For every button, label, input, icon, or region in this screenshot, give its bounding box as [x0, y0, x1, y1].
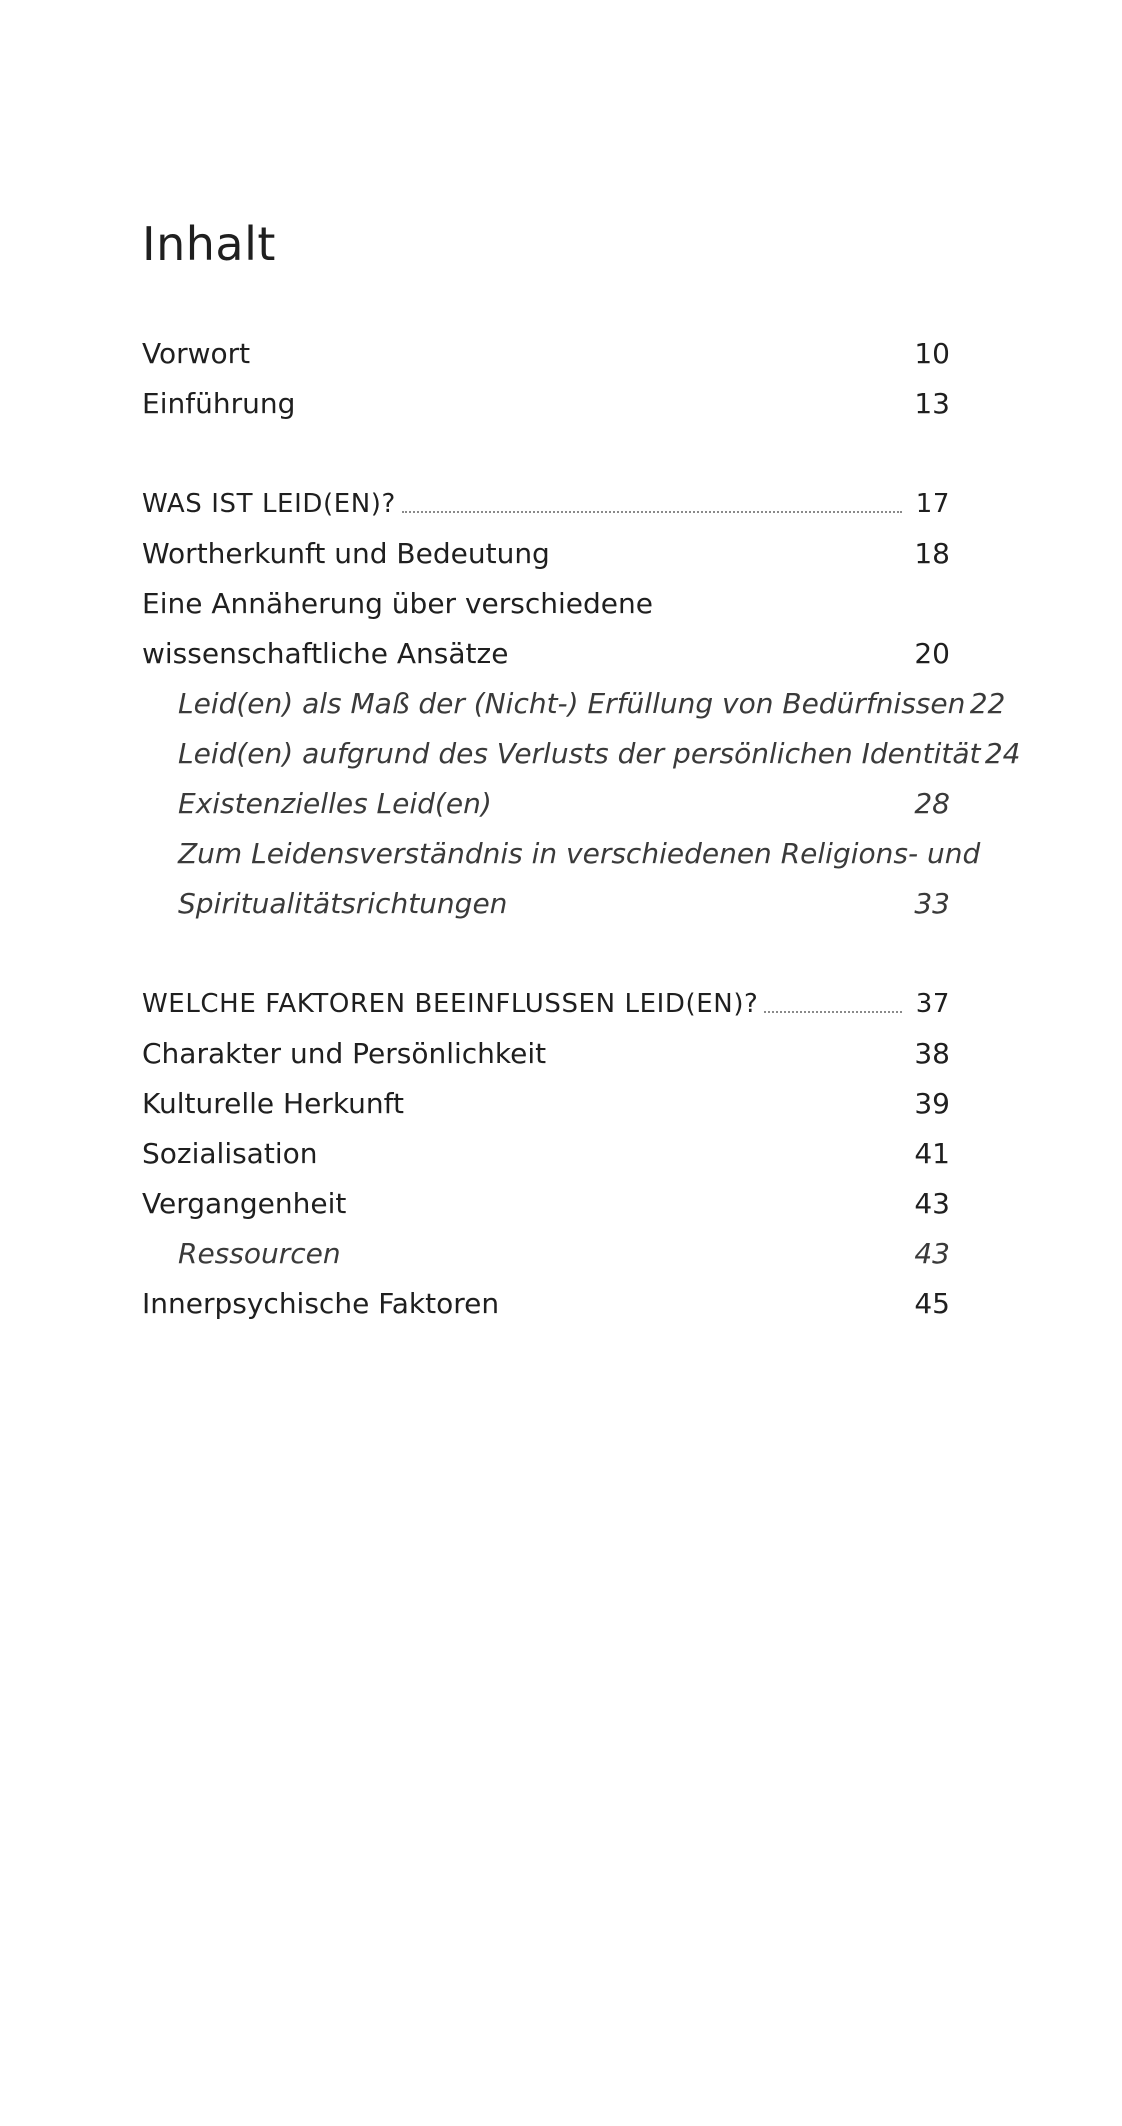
- toc-subentry-religion-line1[interactable]: [142, 829, 981, 879]
- toc-entry-label: wissenschaftliche Ansätze: [142, 637, 509, 670]
- toc-subentry-label: Zum Leidensverständnis in verschiedenen Religions- und: [178, 837, 981, 870]
- toc-entry-page: 45: [914, 1287, 950, 1320]
- toc-subentry-beduerfnisse[interactable]: [142, 679, 1006, 729]
- toc-entry-label: Wortherkunft und Bedeutung: [142, 537, 550, 570]
- toc-leader-spacer: [546, 1029, 910, 1079]
- toc-section-label: WAS IST LEID(EN)?: [142, 489, 396, 519]
- toc-entry-page: 39: [914, 1087, 950, 1120]
- toc-subentry-religion-line2[interactable]: [142, 879, 950, 929]
- toc-section-label: WELCHE FAKTOREN BEEINFLUSSEN LEID(EN)?: [142, 989, 759, 1019]
- toc-entry-page: 10: [914, 337, 950, 370]
- toc-entry-einfuehrung[interactable]: [142, 379, 950, 429]
- toc-leader-spacer: [550, 529, 910, 579]
- toc-entry-label: Innerpsychische Faktoren: [142, 1287, 500, 1320]
- toc-subentry-ressourcen[interactable]: [142, 1229, 950, 1279]
- toc-entry-label: Vorwort: [142, 337, 251, 370]
- toc-entry-label: Sozialisation: [142, 1137, 318, 1170]
- toc-entry-annaeherung-line2[interactable]: [142, 629, 950, 679]
- toc-entry-label: Charakter und Persönlichkeit: [142, 1037, 547, 1070]
- toc-entry-label: Vergangenheit: [142, 1187, 347, 1220]
- toc-entry-vorwort[interactable]: [142, 329, 950, 379]
- toc-subentry-label: Ressourcen: [178, 1237, 341, 1270]
- toc-entry-label: Kulturelle Herkunft: [142, 1087, 405, 1120]
- toc-subentry-identitaet[interactable]: [142, 729, 1021, 779]
- toc-entry-page: 18: [914, 537, 950, 570]
- toc-subentry-page: 28: [914, 787, 950, 820]
- toc-entry-wortherkunft[interactable]: [142, 529, 950, 579]
- toc-entry-innerpsychisch[interactable]: [142, 1279, 950, 1329]
- toc-subentry-label: Existenzielles Leid(en): [178, 787, 492, 820]
- toc-leader-spacer: [404, 1079, 910, 1129]
- toc-title: Inhalt: [142, 217, 276, 271]
- toc-entry-page: 13: [914, 387, 950, 420]
- toc-entry-page: 37: [915, 989, 950, 1019]
- toc-subentry-label: Leid(en) als Maß der (Nicht-) Erfüllung von Bedürfnissen: [178, 687, 966, 720]
- toc-leader-spacer: [492, 779, 910, 829]
- toc-entry-page: 43: [914, 1187, 950, 1220]
- toc-dotted-leader: [764, 1011, 902, 1013]
- toc-leader-spacer: [346, 1179, 910, 1229]
- toc-entry-annaeherung-line1[interactable]: [142, 579, 950, 629]
- toc-entry-label: Einführung: [142, 387, 296, 420]
- toc-subentry-label: Leid(en) aufgrund des Verlusts der persönlichen Identität: [178, 737, 981, 770]
- toc-subentry-page: 43: [914, 1237, 950, 1270]
- toc-leader-spacer: [499, 1279, 910, 1329]
- toc-section-faktoren[interactable]: [142, 979, 950, 1029]
- toc-dotted-leader: [402, 511, 902, 513]
- toc-leader-spacer: [317, 1129, 910, 1179]
- toc-subentry-page: 22: [969, 687, 1006, 720]
- toc-entry-charakter[interactable]: [142, 1029, 950, 1079]
- toc-entry-page: 41: [914, 1137, 950, 1170]
- toc-page: [142, 0, 1021, 2126]
- toc-subentry-existenziell[interactable]: [142, 779, 950, 829]
- toc-entry-page: 20: [914, 637, 950, 670]
- toc-subentry-page: 33: [914, 887, 950, 920]
- toc-entry-vergangenheit[interactable]: [142, 1179, 950, 1229]
- toc-subentry-label: Spiritualitätsrichtungen: [178, 887, 508, 920]
- toc-entry-sozialisation[interactable]: [142, 1129, 950, 1179]
- toc-leader-spacer: [295, 379, 910, 429]
- toc-entry-label: Eine Annäherung über verschiedene: [142, 587, 653, 620]
- toc-entry-kulturelle-herkunft[interactable]: [142, 1079, 950, 1129]
- toc-leader-spacer: [508, 629, 910, 679]
- toc-leader-spacer: [341, 1229, 910, 1279]
- toc-subentry-page: 24: [984, 737, 1021, 770]
- toc-entry-page: 38: [914, 1037, 950, 1070]
- toc-list: [142, 329, 1021, 1329]
- toc-leader-spacer: [250, 329, 910, 379]
- toc-entry-page: 17: [915, 489, 950, 519]
- toc-leader-spacer: [507, 879, 910, 929]
- toc-section-was-ist-leiden[interactable]: [142, 479, 950, 529]
